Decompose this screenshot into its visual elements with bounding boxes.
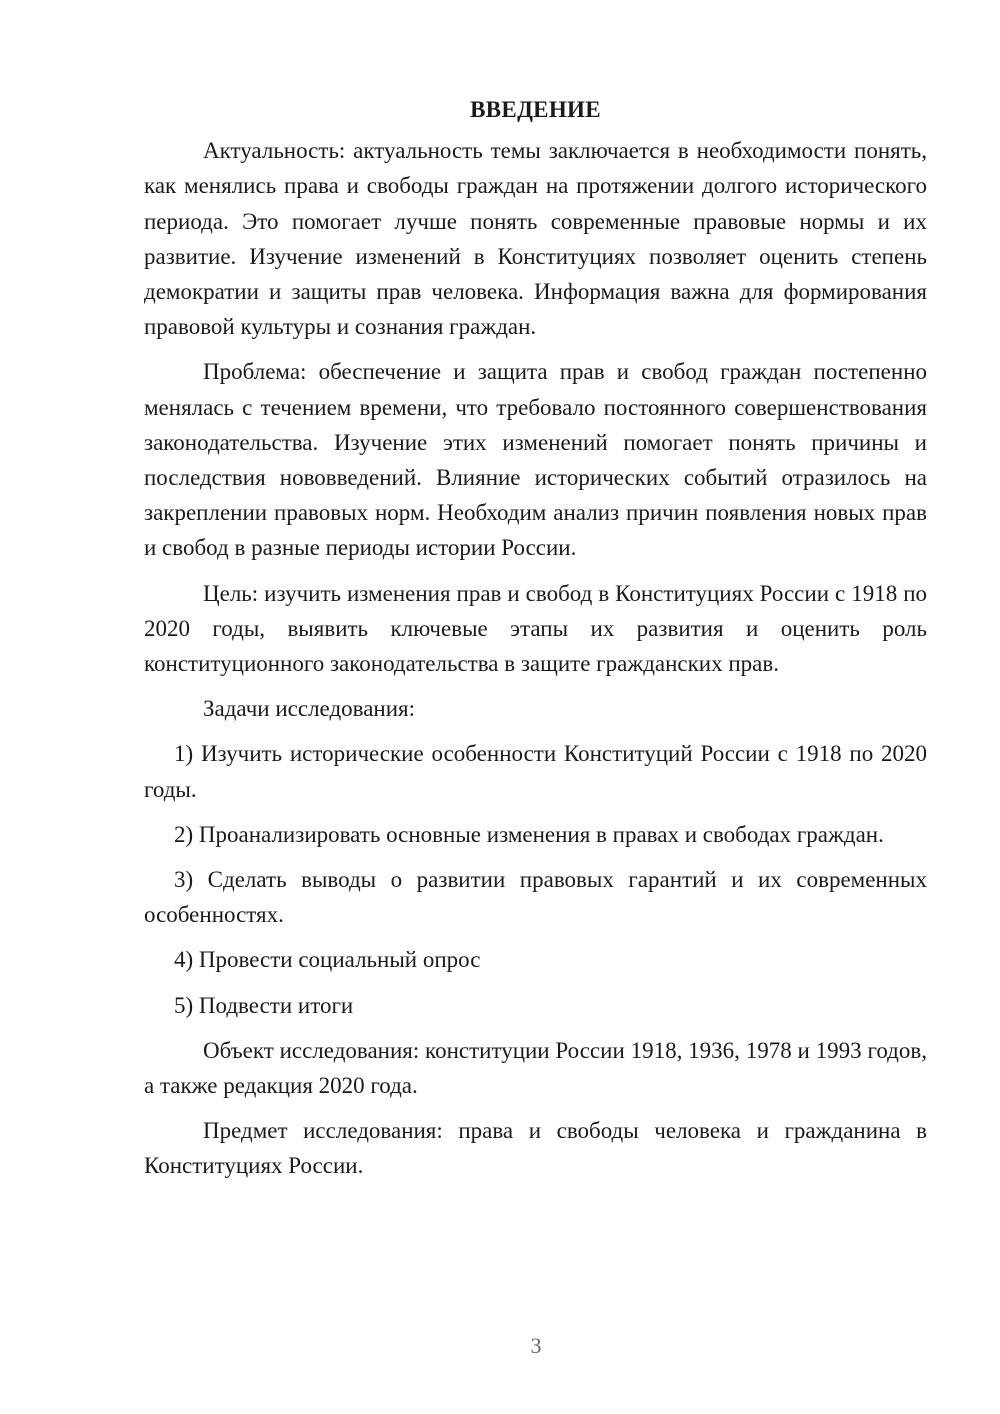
subject-paragraph: Предмет исследования: права и свободы человека и гражданина в Конституциях России. [144,1118,927,1179]
goal-paragraph: Цель: изучить изменения прав и свобод в Конституциях России с 1918 по 2020 годы, выявить ключевые этапы их развития и оценить роль конституционного законодательства в защите гражданских прав. [144,580,927,677]
section-title: ВВЕДЕНИЕ [470,97,601,122]
task-item-2: 2) Проанализировать основные изменения в правах и свободах граждан. [174,821,884,847]
tasks-heading: Задачи исследования: [203,696,416,722]
relevance-paragraph: Актуальность: актуальность темы заключается в необходимости понять, как менялись права и свободы граждан на протяжении долгого исторического периода. Это помогает лучше понять современные правовые нормы и их развитие. Изучение изменений в Конституциях позволяет оценить степень демократии и защиты прав человека. Информация важна для формирования правовой культуры и сознания граждан. [144,138,927,340]
task-item-4: 4) Провести социальный опрос [174,947,481,973]
task-item-3: 3) Сделать выводы о развитии правовых гарантий и их современных особенностях. [144,867,927,928]
problem-paragraph: Проблема: обеспечение и защита прав и свобод граждан постепенно менялась с течением времени, что требовало постоянного совершенствования законодательства. Изучение этих изменений помогает понять причины и последствия нововведений. Влияние исторических событий отразилось на закреплении правовых норм. Необходим анализ причин появления новых прав и свобод в разные периоды истории России. [144,359,927,561]
task-item-5: 5) Подвести итоги [174,992,354,1018]
page-number: 3 [530,1333,542,1358]
document-page [144,92,927,1184]
task-item-1: 1) Изучить исторические особенности Конституций России с 1918 по 2020 годы. [144,741,927,802]
object-paragraph: Объект исследования: конституции России 1918, 1936, 1978 и 1993 годов, а также редакция 2020 года. [144,1037,927,1099]
